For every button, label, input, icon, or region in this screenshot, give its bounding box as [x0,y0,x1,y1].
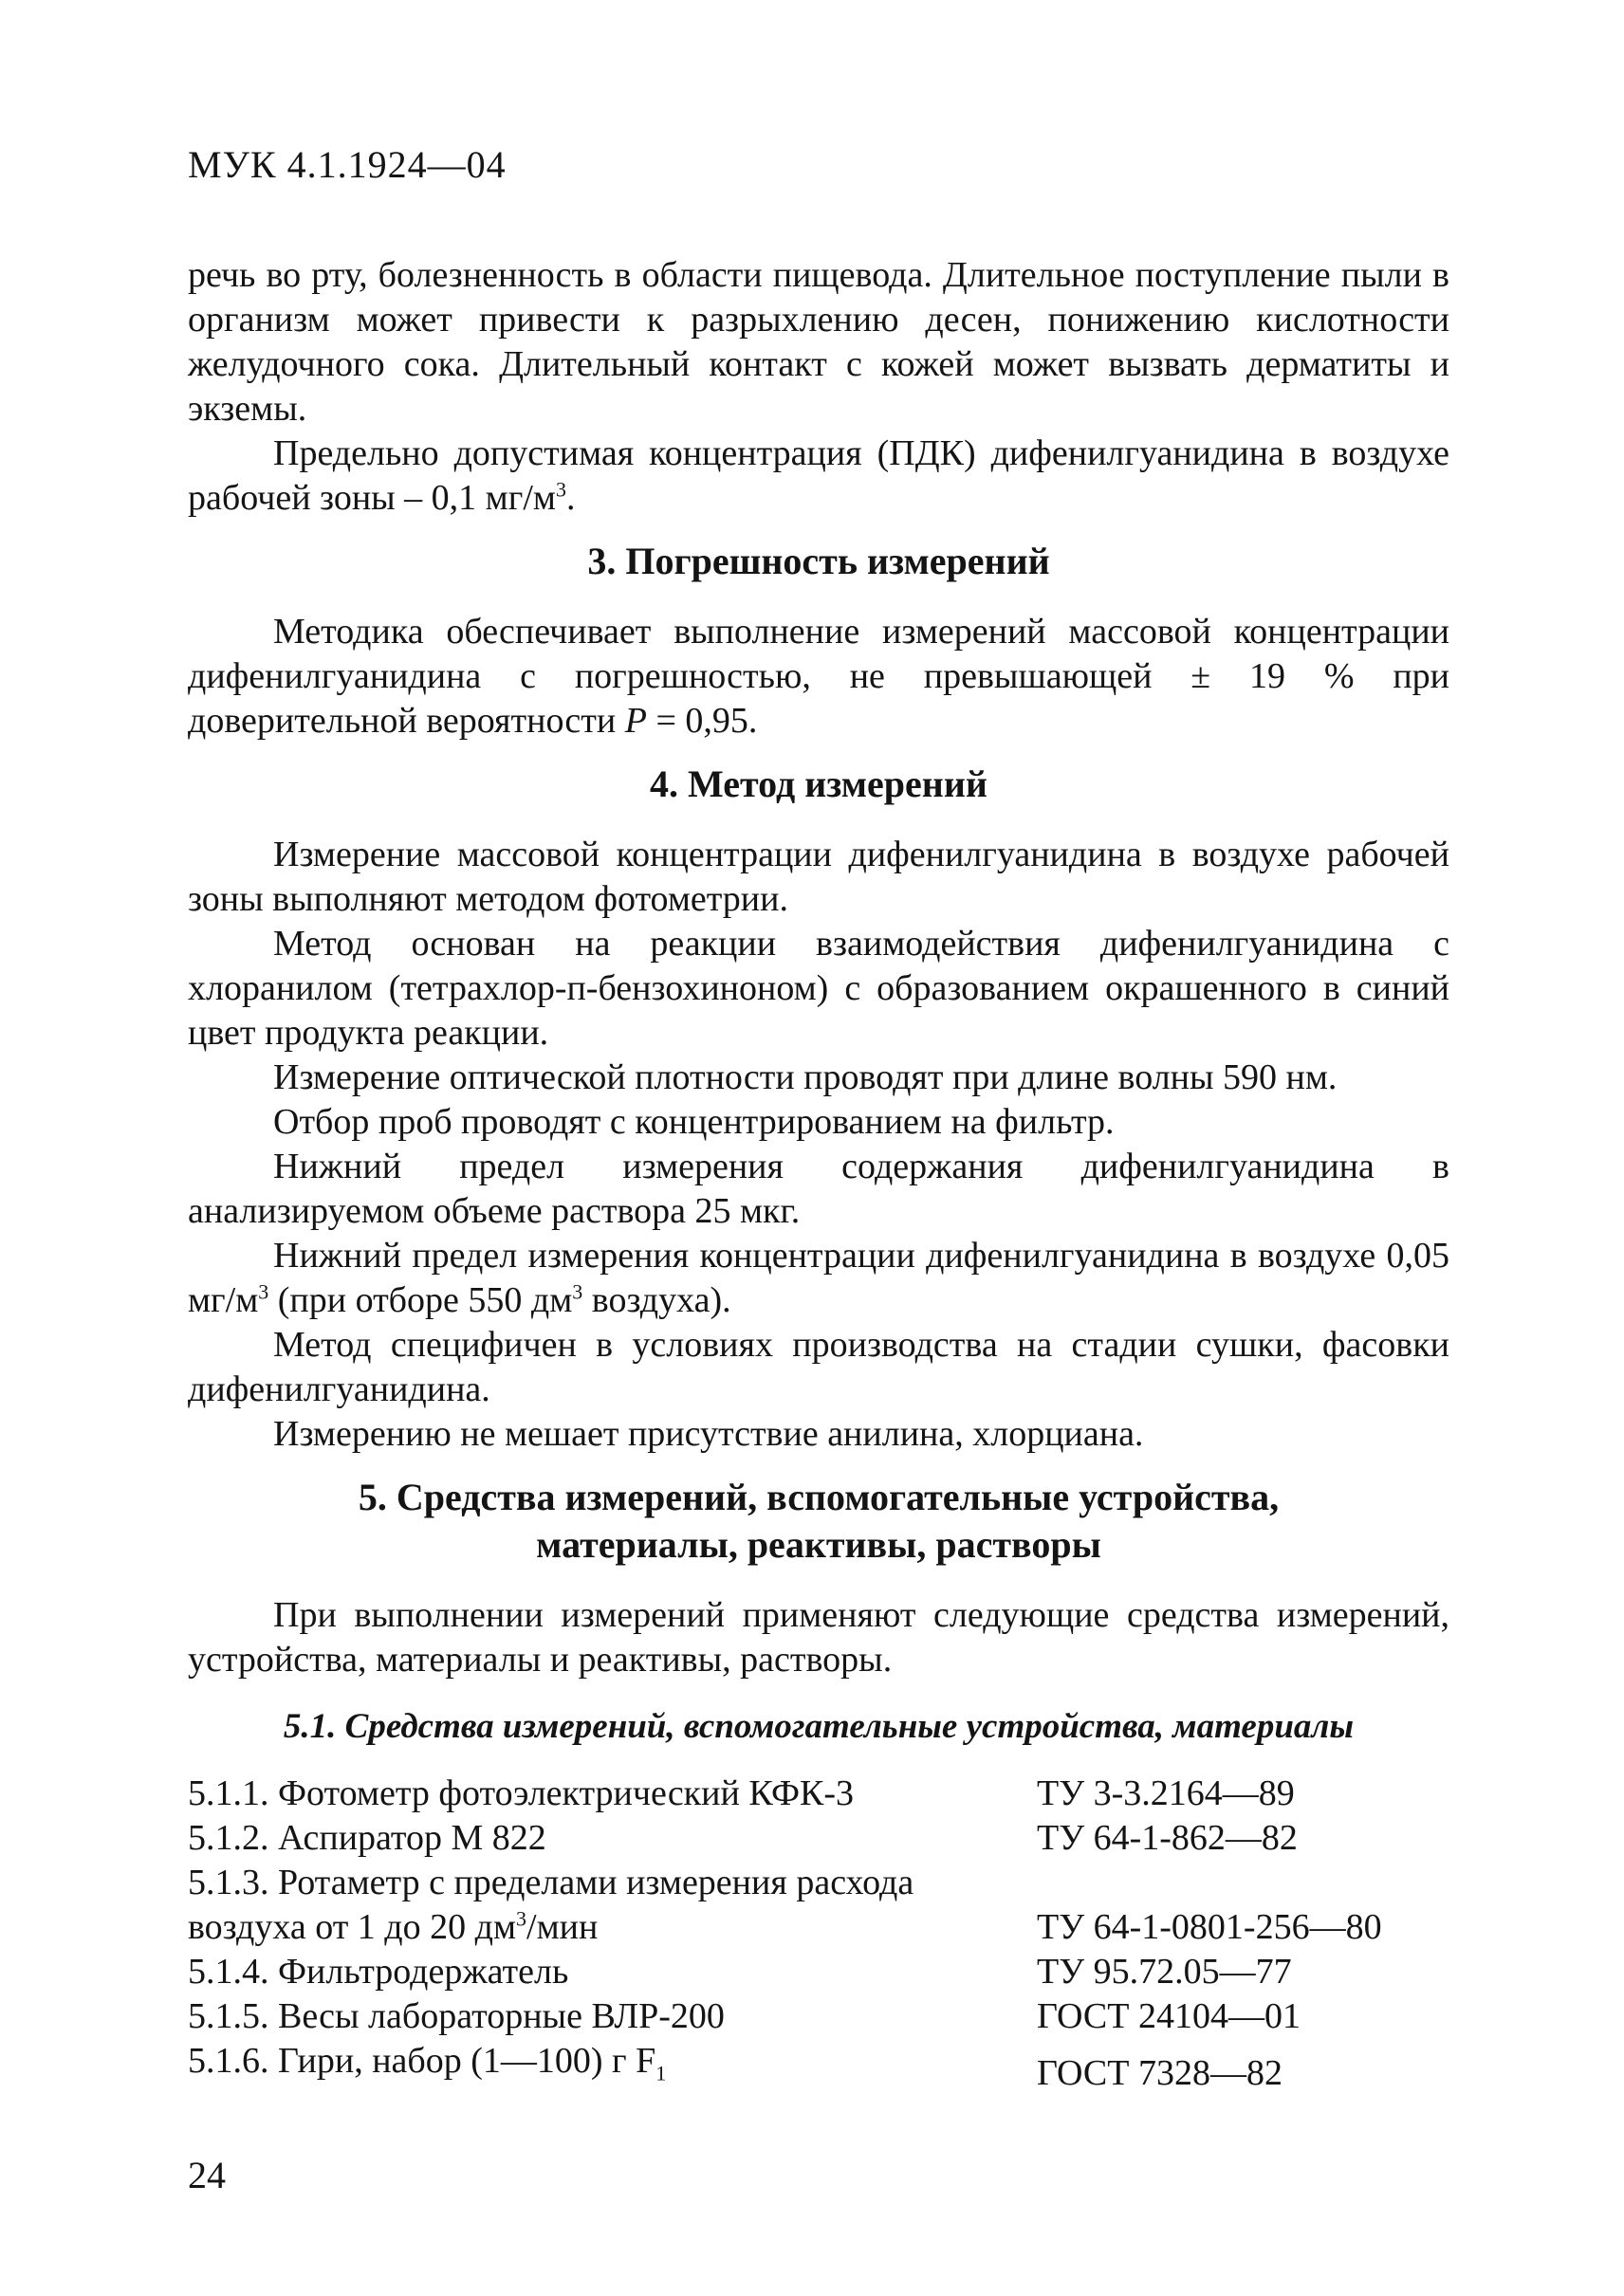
section-4-paragraph-8: Измерению не мешает присутствие анилина, хлорциана. [273,1414,1144,1454]
intro-paragraph-2: Предельно допустимая концентрация (ПДК) дифенилгуанидина в воздухе рабочей зоны – 0,1 $мг/м^3$. [188,433,1449,518]
section-4-paragraph-7: Метод специфичен в условиях производства на стадии сушки, фасовки дифенилгуанидина. [188,1325,1449,1409]
document-page [188,142,1449,2096]
equipment-name: 5.1.4. Фильтродержатель [188,1952,569,1992]
section-4-paragraph-4: Отбор проб проводят с концентрированием на фильтр. [273,1102,1115,1142]
equipment-name: 5.1.6. Гири, набор (1—100) г $F_1$ [188,2041,667,2085]
equipment-standard: ГОСТ 7328—82 [1037,2052,1283,2093]
list-item [188,1950,1449,1994]
list-item [188,1861,1449,1950]
list-item [188,1994,1449,2039]
section-4-paragraph-2: Метод основан на реакции взаимодействия дифенилгуанидина с хлоранилом (тетрахлор-п-бензохиноном) с образованием окрашенного в синий цвет продукта реакции. [188,924,1449,1053]
running-head: МУК 4.1.1924—04 [188,143,507,186]
equipment-name: 5.1.5. Весы лабораторные ВЛР-200 [188,1996,725,2036]
list-item [188,1816,1449,1861]
section-3-paragraph: Методика обеспечивает выполнение измерений массовой концентрации дифенилгуанидина с погрешностью, не превышающей ± 19 % при доверительной вероятности P = 0,95. [188,612,1449,741]
equipment-standard: ТУ 3-3.2164—89 [1037,1773,1295,1813]
section-3-title: 3. Погрешность измерений [587,540,1050,582]
subsection-5-1-title: 5.1. Средства измерений, вспомогательные устройства, материалы [283,1707,1355,1746]
section-4-paragraph-6: Нижний предел измерения концентрации дифенилгуанидина в воздухе 0,05 $мг/м^3$ (при отборе 550 $дм^3$ воздуха). [188,1236,1449,1320]
list-item [188,2039,1449,2096]
page-number: 24 [188,2154,226,2196]
equipment-list [188,1772,1449,2096]
section-4-paragraph-3: Измерение оптической плотности проводят при длине волны 590 нм. [273,1057,1338,1097]
section-4-paragraph-1: Измерение массовой концентрации дифенилгуанидина в воздухе рабочей зоны выполняют методом фотометрии. [188,835,1449,919]
equipment-standard: ГОСТ 24104—01 [1037,1996,1301,2036]
equipment-standard: ТУ 64-1-862—82 [1037,1818,1298,1858]
intro-paragraph-1: речь во рту, болезненность в области пищевода. Длительное поступление пыли в организм может привести к разрыхлению десен, понижению кислотности желудочного сока. Длительный контакт с кожей может вызвать дерматиты и экземы. [188,255,1449,429]
equipment-standard: ТУ 64-1-0801-256—80 [1037,1907,1382,1947]
section-4-paragraph-5: Нижний предел измерения содержания дифенилгуанидина в анализируемом объеме раствора 25 мкг. [188,1147,1449,1231]
equipment-name: 5.1.2. Аспиратор М 822 [188,1818,546,1858]
section-5-title: 5. Средства измерений, вспомогательные устройства, материалы, реактивы, растворы [358,1476,1280,1566]
equipment-name: 5.1.3. Ротаметр с пределами измерения расхода воздуха от 1 до 20 $дм^3$/мин [188,1863,914,1947]
list-item [188,1772,1449,1816]
equipment-standard: ТУ 95.72.05—77 [1037,1952,1292,1992]
equipment-name: 5.1.1. Фотометр фотоэлектрический КФК-3 [188,1773,855,1813]
section-4-title: 4. Метод измерений [650,762,987,805]
section-5-paragraph: При выполнении измерений применяют следующие средства измерений, устройства, материалы и реактивы, растворы. [188,1595,1449,1680]
